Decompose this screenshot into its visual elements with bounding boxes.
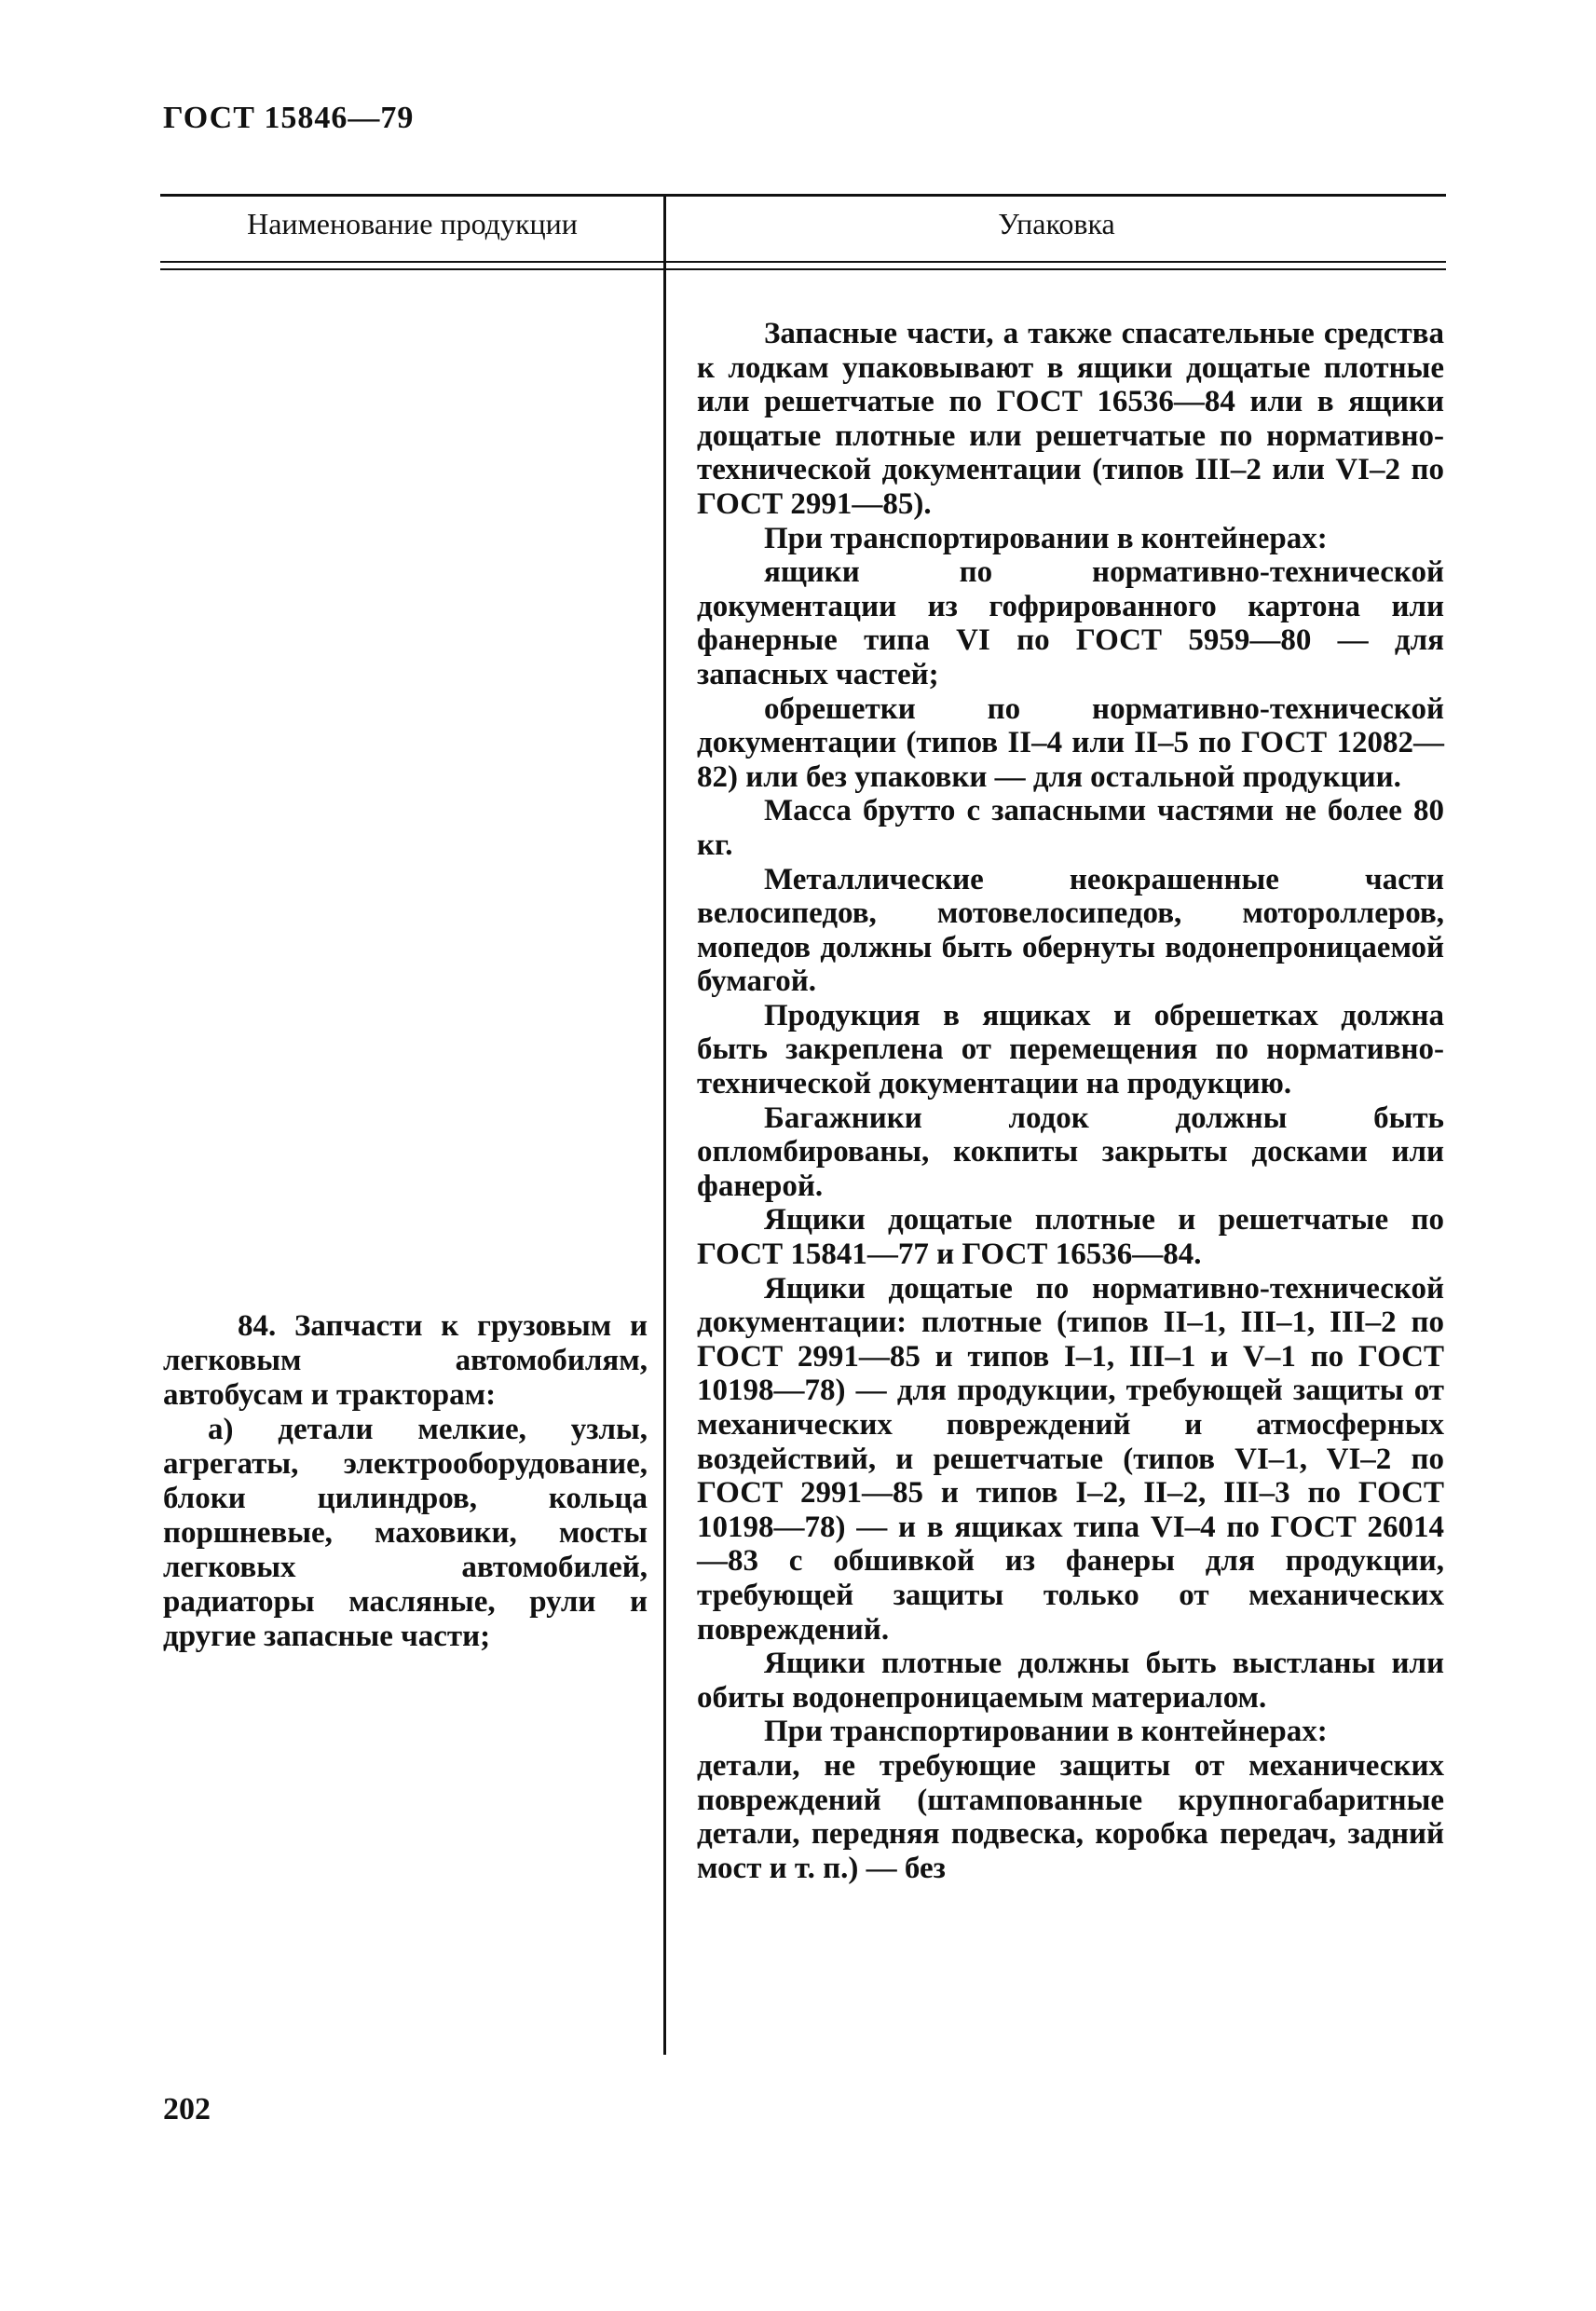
packaging-paragraph: детали, не требующие защиты от механических повреждений (штампованные крупногабаритные детали, передняя подвеска, коробка передач, задний мост и т. п.) — без bbox=[697, 1748, 1444, 1885]
document-code: ГОСТ 15846—79 bbox=[163, 101, 415, 135]
packaging-paragraph: Запасные части, а также спасательные средства к лодкам упаковывают в ящики дощатые плотные или решетчатые по ГОСТ 16536—84 или в ящики дощатые плотные или решетчатые по нормативно-технической документации (типов III–2 или VI–2 по ГОСТ 2991—85). bbox=[697, 317, 1444, 521]
packaging-column bbox=[697, 317, 1444, 1885]
product-column bbox=[163, 1309, 648, 1654]
packaging-paragraph: обрешетки по нормативно-технической документации (типов II–4 или II–5 по ГОСТ 12082—82) или без упаковки — для остальной продукции. bbox=[697, 691, 1444, 794]
column-header-packaging: Упаковка bbox=[998, 207, 1115, 240]
packaging-paragraph: Продукция в ящиках и обрешетках должна быть закреплена от перемещения по нормативно-технической документации на продукцию. bbox=[697, 998, 1444, 1101]
table-header-rule-1 bbox=[160, 261, 1446, 263]
table-top-rule bbox=[160, 194, 1446, 197]
packaging-paragraph: Масса брутто с запасными частями не более 80 кг. bbox=[697, 794, 1444, 862]
packaging-paragraph: При транспортировании в контейнерах: bbox=[764, 521, 1328, 555]
packaging-paragraph: Багажники лодок должны быть опломбированы, кокпиты закрыты досками или фанерой. bbox=[697, 1101, 1444, 1203]
packaging-paragraph: ящики по нормативно-технической документации из гофрированного картона или фанерные типа VI по ГОСТ 5959—80 — для запасных частей; bbox=[697, 555, 1444, 691]
column-header-product: Наименование продукции bbox=[247, 207, 578, 240]
item-84-title: 84. Запчасти к грузовым и легковым автомобилям, автобусам и тракторам: bbox=[163, 1309, 648, 1412]
packaging-paragraph: Металлические неокрашенные части велосипедов, мотовелосипедов, мотороллеров, мопедов должны быть обернуты водонепроницаемой бумагой. bbox=[697, 862, 1444, 999]
page-number: 202 bbox=[163, 2092, 211, 2126]
item-84-a: а) детали мелкие, узлы, агрегаты, электрооборудование, блоки цилиндров, кольца поршневые, маховики, мосты легковых автомобилей, радиаторы масляные, рули и другие запасные части; bbox=[163, 1413, 648, 1653]
packaging-paragraph: Ящики дощатые плотные и решетчатые по ГОСТ 15841—77 и ГОСТ 16536—84. bbox=[697, 1203, 1444, 1272]
table-header-rule-2 bbox=[160, 268, 1446, 270]
packaging-paragraph: Ящики дощатые по нормативно-технической документации: плотные (типов II–1, III–1, III–2 по ГОСТ 2991—85 и типов I–1, III–1 и V–1 по ГОСТ 10198—78) — для продукции, требующей защиты от механических повреждений и атмосферных воздействий, и решетчатые (типов VI–1, VI–2 по ГОСТ 2991—85 и типов I–2, II–2, III–3 по ГОСТ 10198—78) — и в ящиках типа VI–4 по ГОСТ 26014—83 с обшивкой из фанеры для продукции, требующей защиты только от механических повреждений. bbox=[697, 1271, 1444, 1647]
packaging-paragraph: При транспортировании в контейнерах: bbox=[764, 1715, 1328, 1749]
column-divider bbox=[663, 194, 666, 2055]
packaging-paragraph: Ящики плотные должны быть выстланы или обиты водонепроницаемым материалом. bbox=[697, 1647, 1444, 1715]
